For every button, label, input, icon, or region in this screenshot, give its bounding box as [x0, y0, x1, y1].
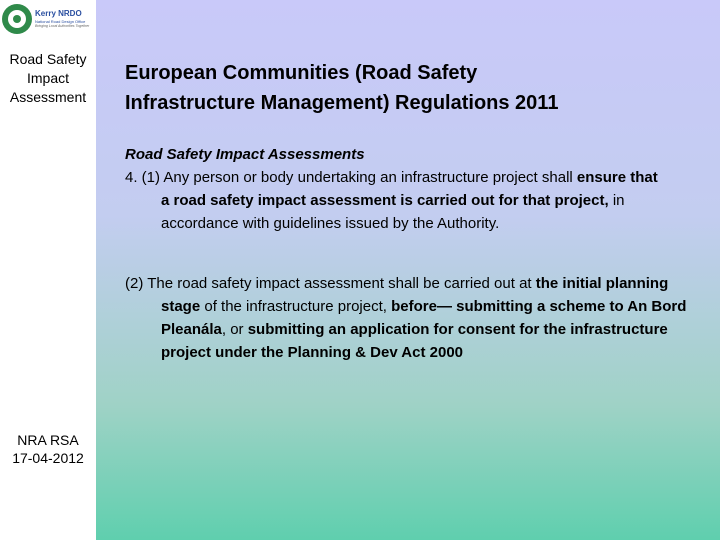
sidebar-title-line: Impact [26, 70, 69, 86]
sidebar-footer-line: 17-04-2012 [12, 450, 84, 466]
sidebar [0, 0, 96, 540]
logo-name: Kerry NRDO [35, 8, 82, 18]
slide-title [125, 58, 668, 118]
paragraph-2 [125, 272, 704, 364]
section-heading: Road Safety Impact Assessments [125, 146, 365, 163]
paragraph-2-text-3: , or [221, 321, 248, 338]
paragraph-2-text-1: (2) The road safety impact assessment shall be carried out at [125, 275, 536, 292]
paragraph-2-bold-1: the initial planning stage [161, 275, 669, 315]
slide-title-line2: Infrastructure Management) Regulations 2011 [125, 92, 559, 114]
slide-title-line1: European Communities (Road Safety [125, 62, 478, 84]
sidebar-title-line: Assessment [9, 89, 87, 105]
logo-tagline: Bringing Local Authorities Together [35, 23, 90, 28]
sidebar-title [0, 50, 96, 107]
paragraph-1-bold: ensure that a road safety impact assessment is carried out for that project, [161, 169, 658, 209]
kerry-nrdo-logo [2, 2, 94, 36]
sidebar-title-line: Road Safety [9, 51, 87, 67]
paragraph-2-bold-2: before— submitting a scheme to An Bord Pleanála [161, 298, 687, 338]
sidebar-footer-line: NRA RSA [17, 432, 79, 448]
sidebar-footer [0, 431, 96, 467]
logo-subtitle: National Road Design Office [35, 18, 86, 24]
paragraph-2-bold-3: submitting an application for consent for the infrastructure project under the Planning & Dev Act 2000 [161, 321, 668, 361]
paragraph-2-text-2: of the infrastructure project, [200, 298, 392, 315]
paragraph-1-rest: in accordance with guidelines issued by the Authority. [161, 192, 625, 232]
nrdo-emblem-icon [2, 4, 32, 34]
paragraph-1-lead: 4. (1) Any person or body undertaking an infrastructure project shall [125, 169, 573, 186]
section-1 [125, 143, 668, 235]
paragraph-1 [125, 166, 668, 235]
